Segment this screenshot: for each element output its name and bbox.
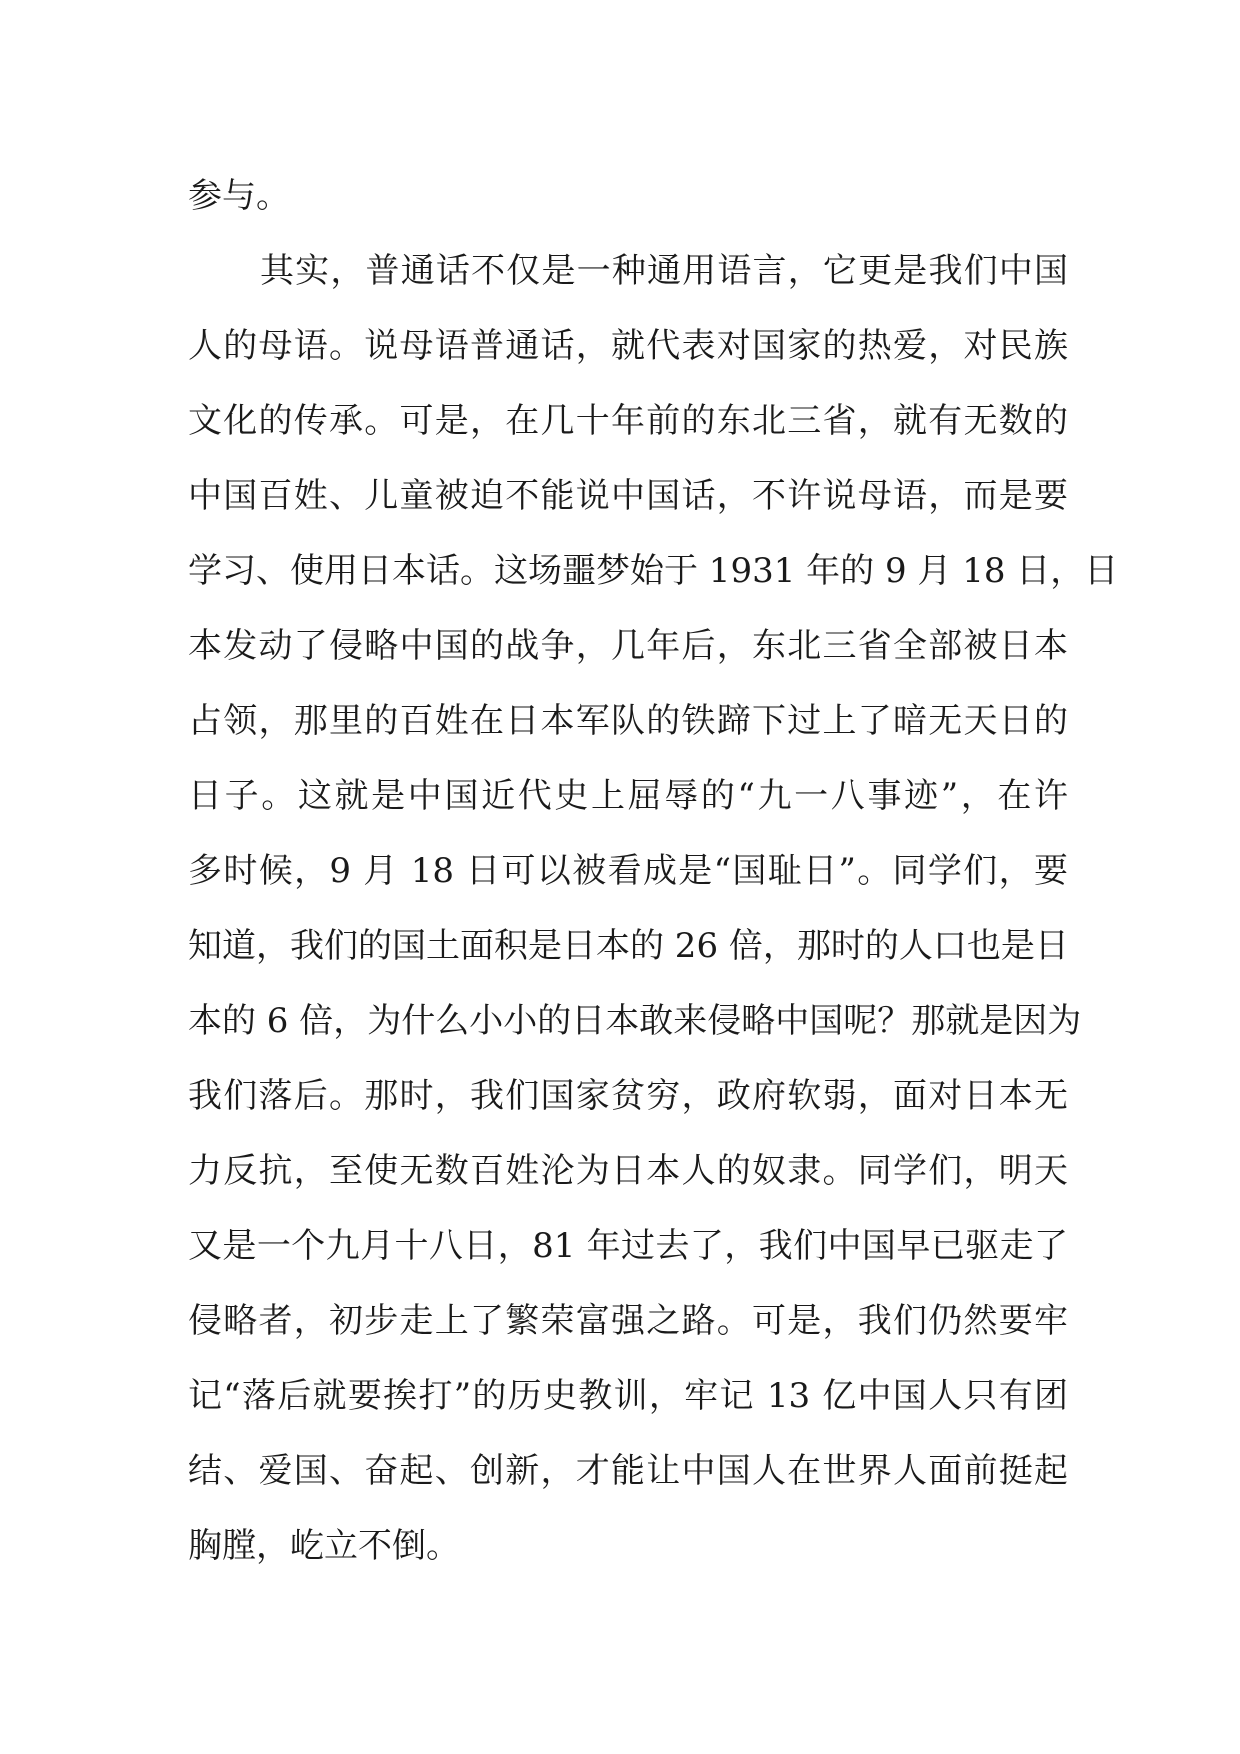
- text-line: 学习、使用日本话。这场噩梦始于 1931 年的 9 月 18 日，日: [188, 551, 1119, 591]
- document-body: [188, 168, 1119, 1593]
- text-line: 参与。: [188, 176, 290, 216]
- text-line: 知道，我们的国土面积是日本的 26 倍，那时的人口也是日: [188, 926, 1069, 966]
- text-line: 文化的传承。可是，在几十年前的东北三省，就有无数的: [188, 401, 1068, 441]
- text-line: 人的母语。说母语普通话，就代表对国家的热爱，对民族: [188, 326, 1068, 366]
- text-line: 日子。这就是中国近代史上屈辱的“九一八事迹”，在许: [188, 776, 1068, 816]
- text-line: 占领，那里的百姓在日本军队的铁蹄下过上了暗无天日的: [188, 701, 1068, 741]
- text-line: 力反抗，至使无数百姓沦为日本人的奴隶。同学们，明天: [188, 1151, 1068, 1191]
- text-line: 多时候，9 月 18 日可以被看成是“国耻日”。同学们，要: [188, 851, 1068, 891]
- text-line: 结、爱国、奋起、创新，才能让中国人在世界人面前挺起: [188, 1451, 1068, 1491]
- text-line: 又是一个九月十八日，81 年过去了，我们中国早已驱走了: [188, 1226, 1068, 1266]
- text-line: 其实，普通话不仅是一种通用语言，它更是我们中国: [260, 251, 1068, 291]
- text-line: 我们落后。那时，我们国家贫穷，政府软弱，面对日本无: [188, 1076, 1068, 1116]
- text-line: 记“落后就要挨打”的历史教训，牢记 13 亿中国人只有团: [188, 1376, 1068, 1416]
- text-line: 中国百姓、儿童被迫不能说中国话，不许说母语，而是要: [188, 476, 1068, 516]
- text-line: 本发动了侵略中国的战争，几年后，东北三省全部被日本: [188, 626, 1068, 666]
- text-line: 侵略者，初步走上了繁荣富强之路。可是，我们仍然要牢: [188, 1301, 1068, 1341]
- text-line: 本的 6 倍，为什么小小的日本敢来侵略中国呢？那就是因为: [188, 1001, 1082, 1041]
- text-line: 胸膛，屹立不倒。: [188, 1526, 460, 1566]
